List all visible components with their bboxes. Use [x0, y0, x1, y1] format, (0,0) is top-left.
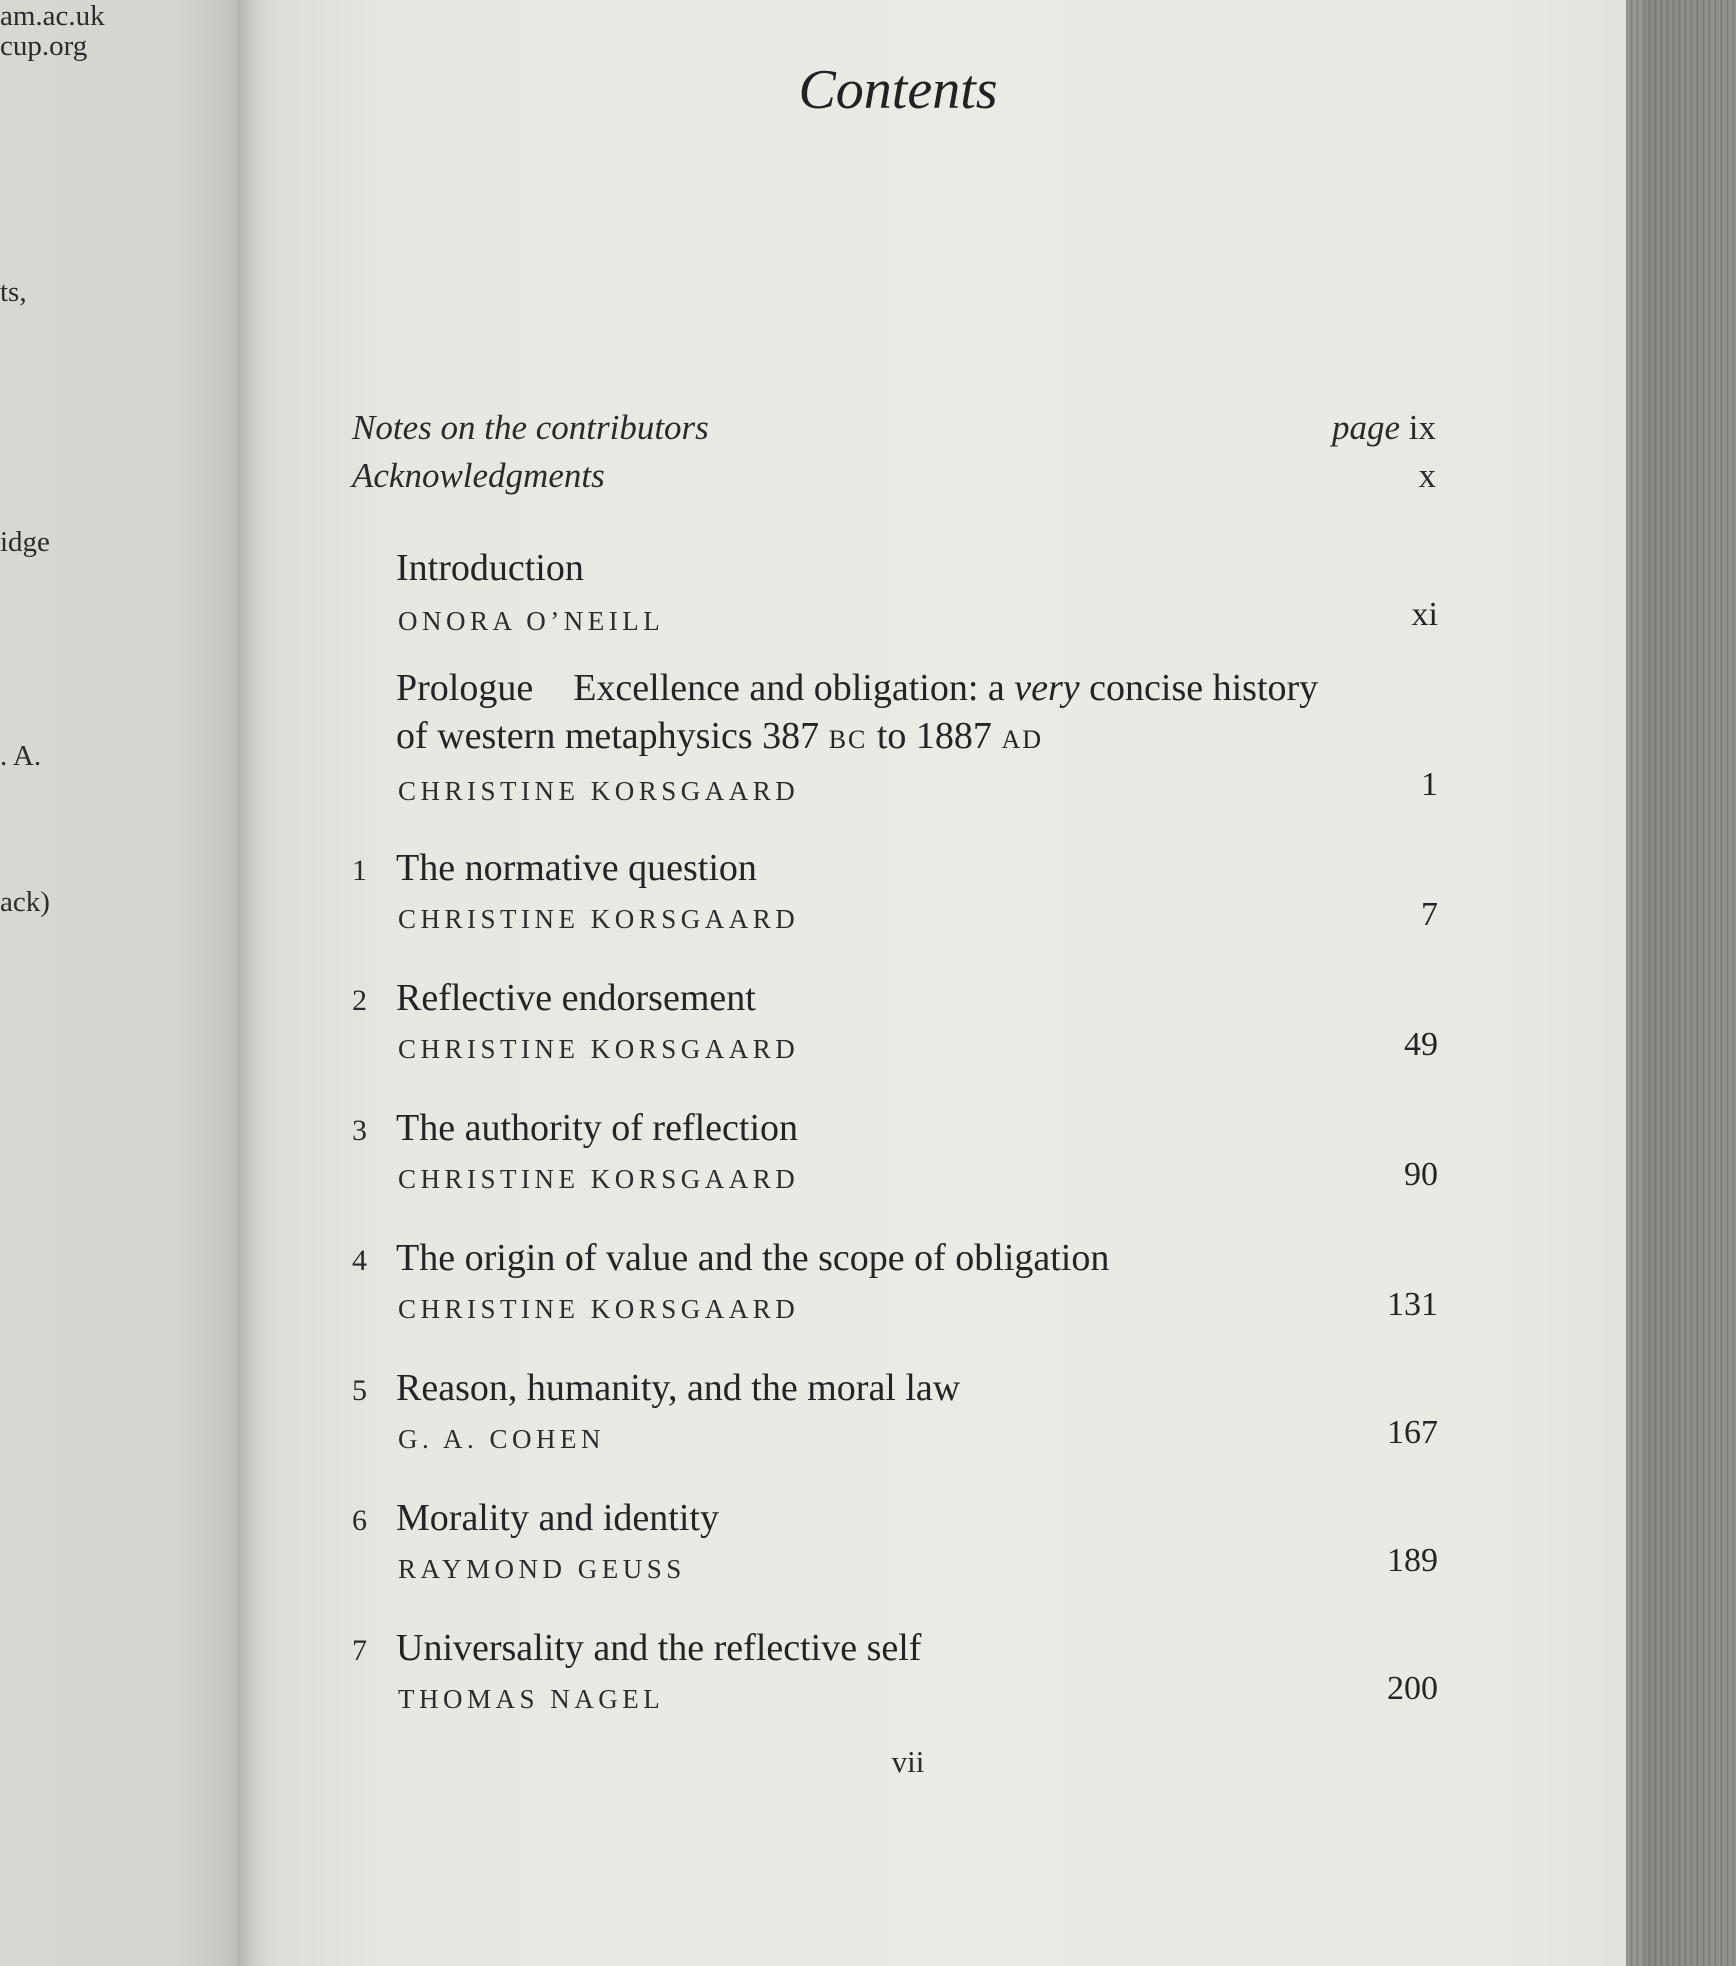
page-number: ix — [1408, 408, 1436, 447]
title-emphasis: very — [1014, 667, 1080, 709]
chapter-number: 6 — [352, 1504, 367, 1537]
entry-author: CHRISTINE KORSGAARD — [398, 904, 800, 934]
left-page-fragment: idge — [0, 526, 50, 558]
entry-author: RAYMOND GEUSS — [398, 1554, 686, 1584]
left-page-fragment: . A. — [0, 740, 42, 772]
title-text: to 1887 — [876, 715, 992, 757]
entry-author: CHRISTINE KORSGAARD — [398, 1294, 800, 1324]
left-page-fragment: ack) — [0, 886, 50, 918]
entry-author: CHRISTINE KORSGAARD — [398, 1034, 800, 1064]
entry-title: The authority of reflection — [396, 1107, 799, 1149]
entry-title: The normative question — [396, 847, 757, 889]
page-edge-shadow — [1644, 0, 1736, 1966]
chapter-number: 5 — [352, 1374, 367, 1407]
entry-page: 189 — [1387, 1542, 1438, 1579]
left-page-fragment: ts, — [0, 276, 27, 308]
chapter-number: 7 — [352, 1634, 367, 1667]
chapter-number: 1 — [352, 854, 367, 887]
entry-title: Reason, humanity, and the moral law — [396, 1367, 961, 1409]
front-matter-row — [352, 456, 1436, 496]
entry-author: CHRISTINE KORSGAARD — [398, 1164, 800, 1194]
page-number-folio: vii — [891, 1744, 925, 1779]
entry-page: 49 — [1404, 1026, 1438, 1063]
entry-title: The origin of value and the scope of obligation — [396, 1237, 1110, 1279]
entry-page: 131 — [1387, 1286, 1438, 1323]
era-label: BC — [828, 725, 868, 754]
left-page-fragment: cup.org — [0, 30, 88, 62]
entry-author: ONORA O’NEILL — [398, 606, 665, 636]
title-text: concise history — [1089, 667, 1319, 709]
entry-author: G. A. COHEN — [398, 1424, 606, 1454]
chapter-number: 3 — [352, 1114, 367, 1147]
chapter-number: 2 — [352, 984, 367, 1017]
entry-author: CHRISTINE KORSGAARD — [398, 776, 800, 806]
entry-title: Morality and identity — [396, 1497, 719, 1539]
entry-page: 1 — [1421, 766, 1438, 803]
previous-page — [0, 0, 246, 1966]
page-prefix: page — [1331, 408, 1401, 447]
front-matter-row — [352, 408, 1436, 448]
front-matter-page — [1419, 456, 1437, 496]
entry-page: xi — [1411, 596, 1438, 633]
entry-title: Universality and the reflective self — [396, 1627, 922, 1669]
title-text: of western metaphysics 387 — [396, 715, 820, 757]
entry-author: THOMAS NAGEL — [398, 1684, 665, 1714]
title-text: Excellence and obligation: a — [573, 667, 1005, 709]
entry-title — [396, 666, 1318, 710]
prologue-label: Prologue — [396, 667, 534, 709]
entry-page: 167 — [1387, 1414, 1438, 1451]
era-label: AD — [1001, 725, 1043, 754]
left-page-fragment: am.ac.uk — [0, 0, 105, 32]
entry-page: 200 — [1387, 1670, 1438, 1707]
front-matter-label: Notes on the contributors — [352, 408, 709, 447]
entry-title: Introduction — [396, 547, 584, 589]
page-title: Contents — [798, 59, 998, 121]
page-number: x — [1418, 456, 1436, 495]
entry-page: 7 — [1421, 896, 1438, 933]
entry-page: 90 — [1404, 1156, 1438, 1193]
entry-title: Reflective endorsement — [396, 977, 756, 1019]
front-matter-label: Acknowledgments — [352, 456, 605, 495]
entry-title-line2 — [396, 714, 1043, 758]
chapter-number: 4 — [352, 1244, 367, 1277]
front-matter-page — [1332, 408, 1436, 448]
